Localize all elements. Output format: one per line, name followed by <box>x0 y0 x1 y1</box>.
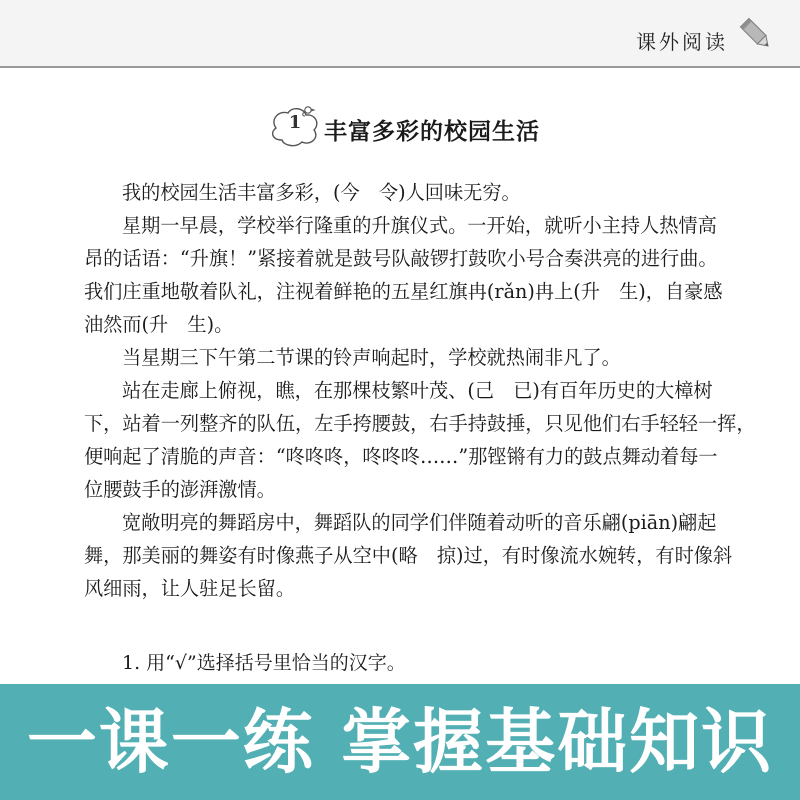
passage-line: 风细雨，让人驻足长留。 <box>84 577 296 600</box>
promo-banner <box>0 684 800 800</box>
banner-slogan: 一课一练 掌握基础知识 <box>26 701 774 783</box>
passage-line: 我们庄重地敬着队礼，注视着鲜艳的五星红旗冉(rǎn)冉上(升 生)，自豪感 <box>84 280 723 303</box>
lesson-number: 1 <box>288 112 302 133</box>
passage-line: 当星期三下午第二节课的铃声响起时，学校就热闹非凡了。 <box>122 346 621 369</box>
passage-line: 位腰鼓手的澎湃激情。 <box>84 478 276 501</box>
passage <box>84 176 784 605</box>
passage-line: 站在走廊上俯视，瞧，在那棵枝繁叶茂、(己 已)有百年历史的大樟树 <box>122 379 713 402</box>
passage-line: 宽敞明亮的舞蹈房中，舞蹈队的同学们伴随着动听的音乐翩(piān)翩起 <box>122 511 717 534</box>
pencil-icon <box>736 14 776 54</box>
passage-line: 星期一早晨，学校举行隆重的升旗仪式。一开始，就听小主持人热情高 <box>122 214 717 237</box>
lesson-title: 丰富多彩的校园生活 <box>324 119 540 145</box>
passage-line: 油然而(升 生)。 <box>84 313 234 336</box>
page-header <box>0 0 800 68</box>
passage-line: 便响起了清脆的声音：“咚咚咚，咚咚咚……”那铿锵有力的鼓点舞动着每一 <box>84 445 718 468</box>
passage-line: 我的校园生活丰富多彩，(今 令)人回味无穷。 <box>122 181 521 204</box>
lesson-title-row <box>268 104 668 150</box>
section-label: 课外阅读 <box>636 30 728 54</box>
passage-line: 舞，那美丽的舞姿有时像燕子从空中(略 掠)过，有时像流水婉转，有时像斜 <box>84 544 733 567</box>
passage-line: 昂的话语：“升旗！”紧接着就是鼓号队敲锣打鼓吹小号合奏洪亮的进行曲。 <box>84 247 718 270</box>
passage-line: 下，站着一列整齐的队伍，左手挎腰鼓，右手持鼓捶，只见他们右手轻轻一挥， <box>84 412 756 435</box>
exercise-question: 1. 用“√”选择括号里恰当的汉字。 <box>122 652 406 674</box>
